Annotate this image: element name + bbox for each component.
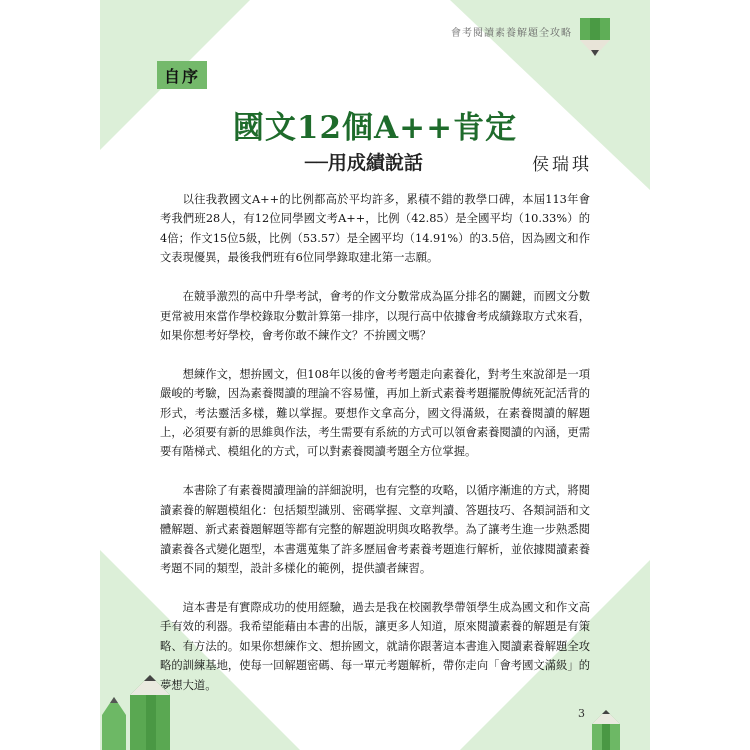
paragraph: 以往我教國文A++的比例都高於平均許多，累積不錯的教學口碑，本屆113年會考我們班28人，有12位同學國文考A++，比例（42.85）是全國平均（10.33%）的4倍；作文15位5級，比例（53.57）是全國平均（14.91%）的3.5倍，因為國文和作文表現優異，最後我們班有6位同學錄取建北第一志願。 bbox=[160, 193, 590, 265]
pencils-icon bbox=[102, 675, 182, 750]
paragraph: 本書除了有素養閱讀理論的詳細說明，也有完整的攻略，以循序漸進的方式，將閱讀素養的解題模組化：包括類型識別、密碼掌握、文章判讀、答題技巧、各類詞語和文體解題、新式素養題解題等都有完整的解題說明與攻略教學。為了讓考生進一步熟悉閱讀素養各式變化題型，本書選蒐集了許多歷屆會考素養考題進行解析，並依據閱讀素養考題不同的類型，設計多樣化的範例，提供讀者練習。 bbox=[160, 484, 590, 575]
section-badge: 自序 bbox=[157, 61, 207, 89]
running-header: 會考閱讀素養解題全攻略 bbox=[451, 28, 572, 39]
author-name: 侯瑞琪 bbox=[532, 155, 592, 175]
page-number: 3 bbox=[578, 707, 585, 720]
pencil-icon bbox=[578, 18, 612, 58]
paragraph: 在競爭激烈的高中升學考試，會考的作文分數常成為區分排名的關鍵，而國文分數更常被用來當作學校錄取分數計算第一排序，以現行高中依據會考成績錄取方式來看，如果你想考好學校，會考你敢不練作文？不拚國文嗎？ bbox=[160, 290, 590, 342]
pencil-icon bbox=[592, 710, 620, 750]
book-page bbox=[100, 0, 650, 750]
page-subtitle: ──用成績說話 bbox=[305, 152, 423, 174]
preface-body bbox=[160, 190, 590, 714]
page-title: 國文12個A++肯定 bbox=[232, 110, 518, 146]
paragraph: 這本書是有實際成功的使用經驗，過去是我在校園教學帶領學生成為國文和作文高手有效的利器。我希望能藉由本書的出版，讓更多人知道，原來閱讀素養的解題是有策略、有方法的。如果你想練作文、想拚國文，就請你跟著這本書進入閱讀素養解題全攻略的訓練基地，使每一回解題密碼、每一單元考題解析，帶你走向「會考國文滿級」的夢想大道。 bbox=[160, 600, 590, 692]
paragraph: 想練作文，想拚國文，但108年以後的會考考題走向素養化，對考生來說卻是一項嚴峻的考驗，因為素養閱讀的理論不容易懂，再加上新式素養考題擺脫傳統死記活背的形式，考法靈活多樣，難以掌握。要想作文拿高分，國文得滿級，在素養閱讀的解題上，必須要有新的思維與作法，考生需要有系統的方式可以領會素養閱讀的內涵，更需要有階梯式、模組化的方式，可以對素養閱讀考題全方位掌握。 bbox=[160, 367, 590, 459]
